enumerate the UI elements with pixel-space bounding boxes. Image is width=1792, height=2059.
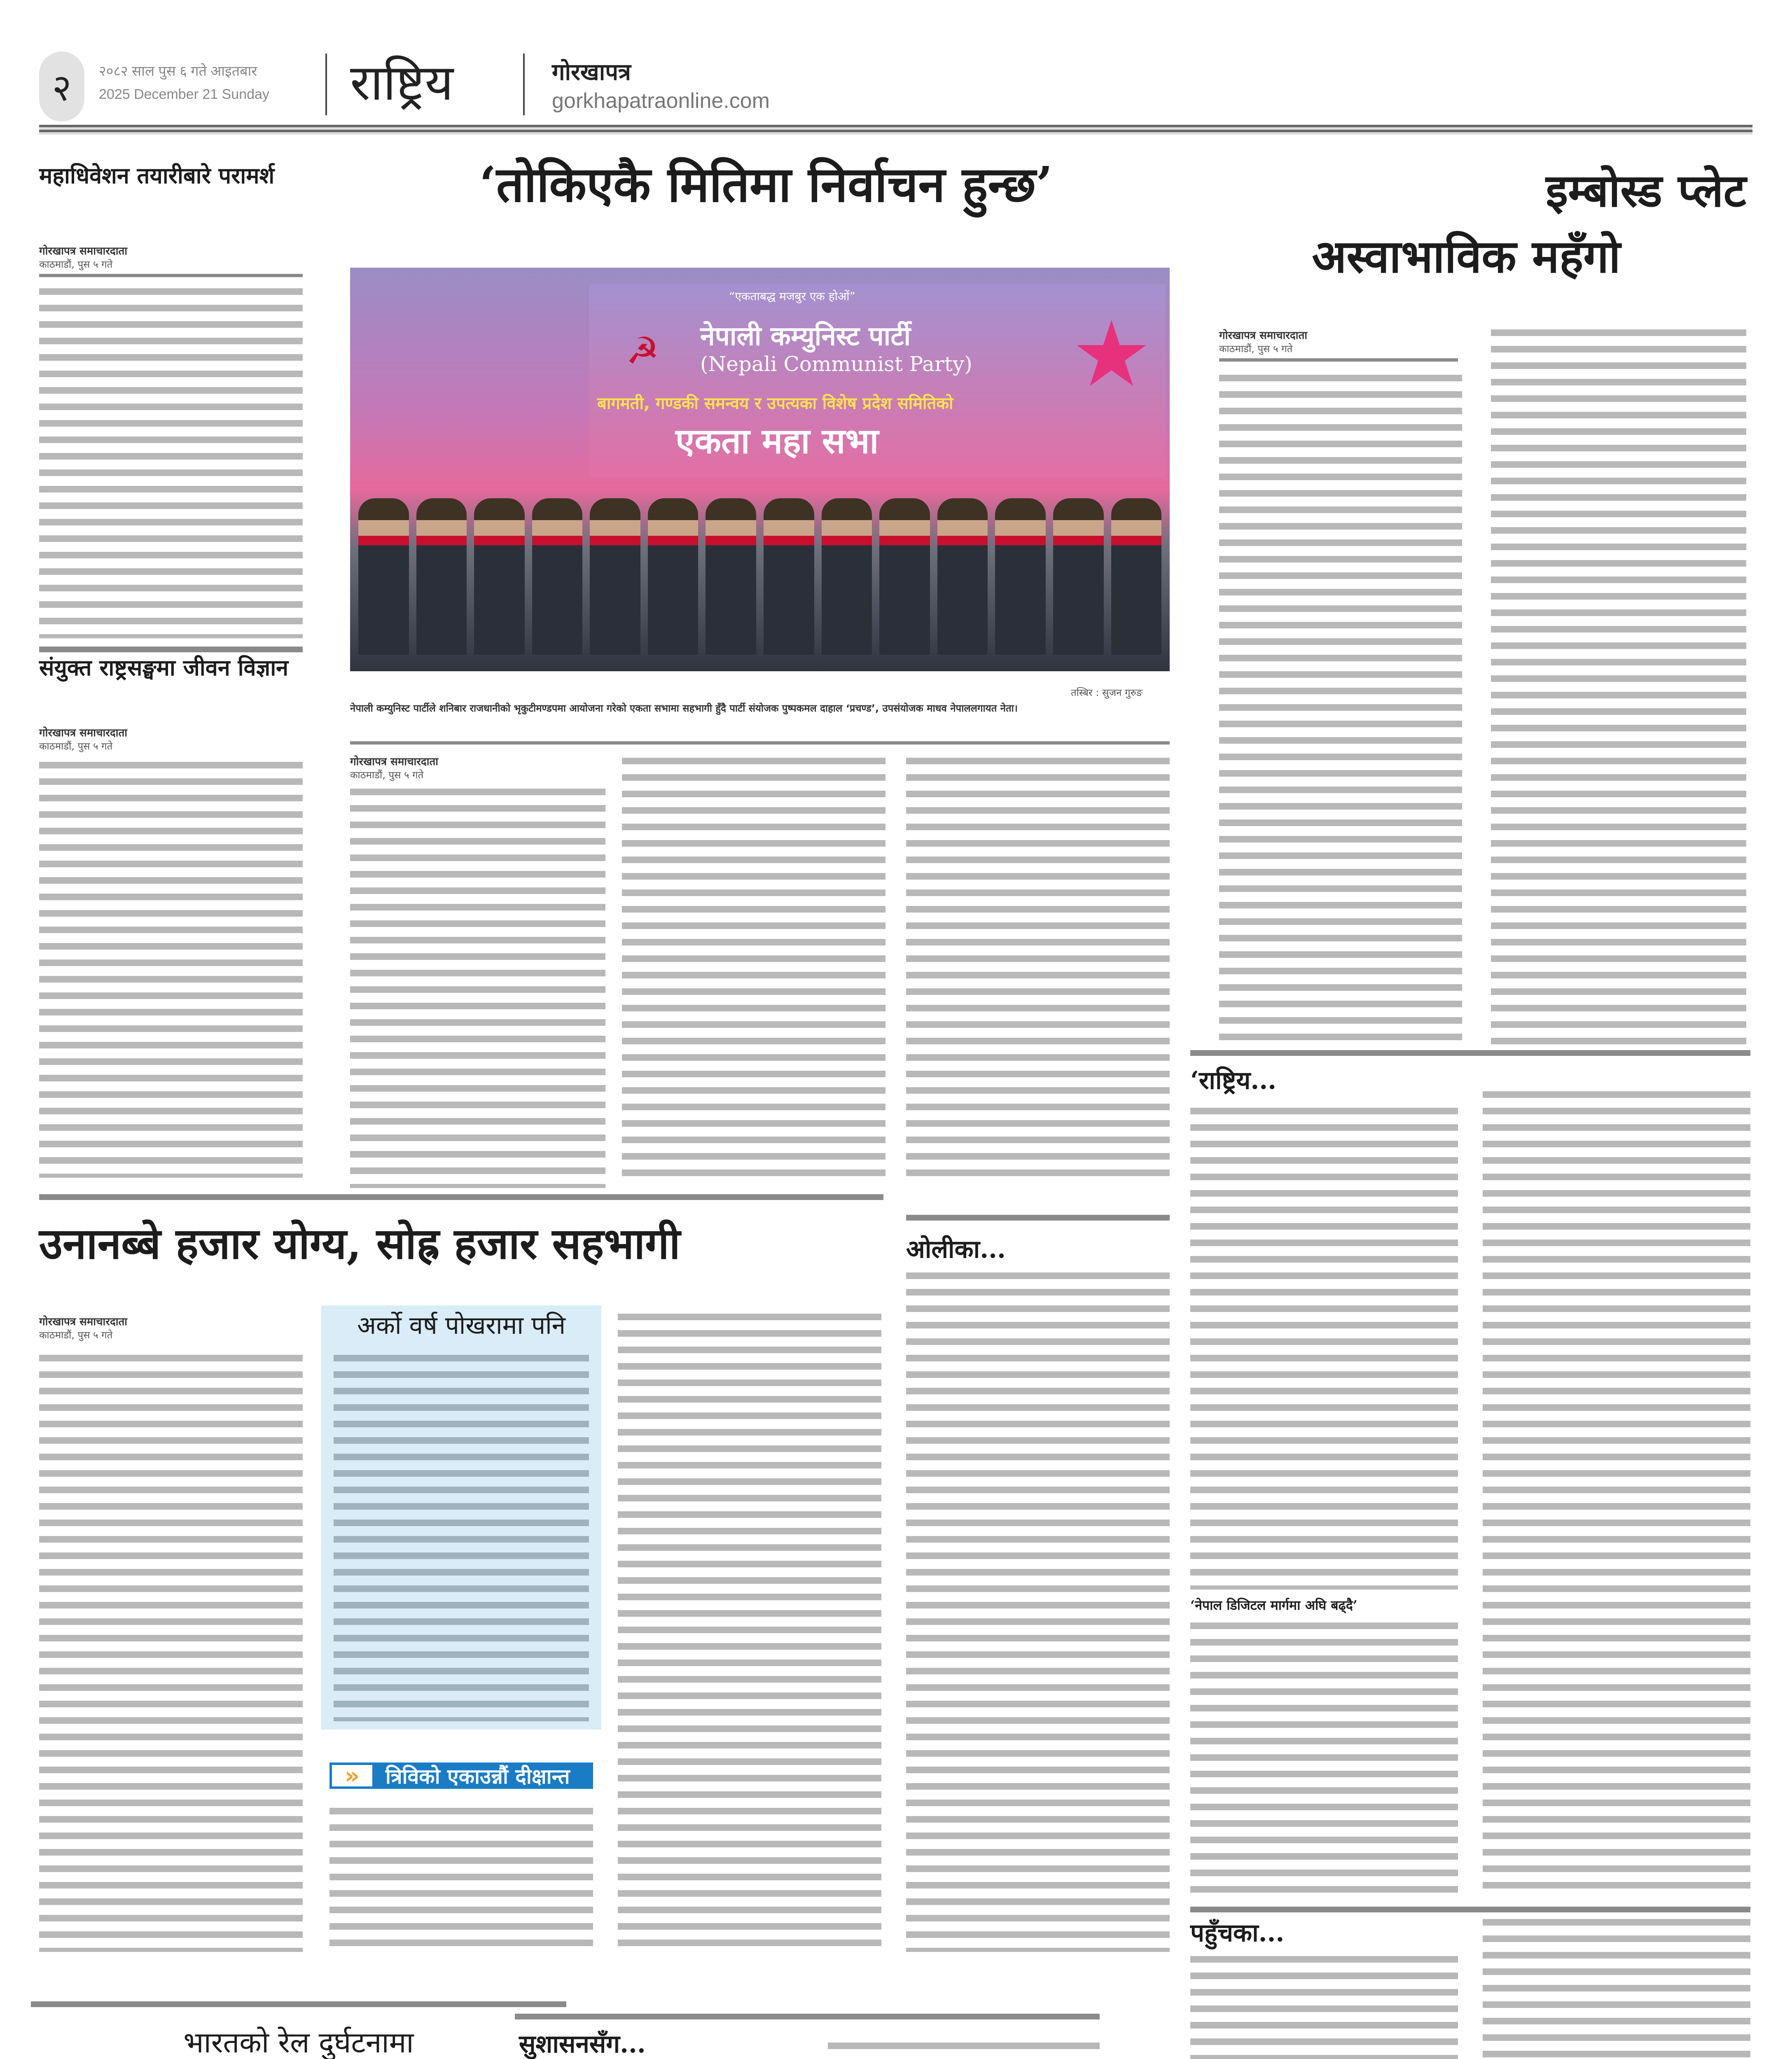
person xyxy=(1111,498,1162,655)
banner-event: एकता महा सभा xyxy=(675,421,879,461)
plates-headline-2: अस्वाभाविक महँगो xyxy=(1312,230,1621,283)
date-nepali: २०८२ साल पुस ६ गते आइतबार xyxy=(99,63,257,79)
person xyxy=(590,498,640,655)
governance-continuation: सुशासनसँग... xyxy=(519,2030,646,2059)
oli-body xyxy=(906,1268,1170,1952)
person xyxy=(1053,498,1104,655)
paper-name: गोरखापत्र xyxy=(552,59,631,86)
lead-body-col3 xyxy=(906,754,1170,1182)
person xyxy=(879,498,930,655)
exams-body-col2b xyxy=(329,1804,593,1952)
divider xyxy=(515,2014,1100,2019)
byline: गोरखापत्र समाचारदाता xyxy=(39,727,128,739)
divider xyxy=(31,2001,566,2007)
dateline xyxy=(99,60,269,106)
banner-party-english: (Nepali Communist Party) xyxy=(700,352,972,376)
sidebox-body xyxy=(334,1351,589,1721)
national-subhead: ‘नेपाल डिजिटल मार्गमा अघि बढ्दै’ xyxy=(1190,1597,1357,1613)
convention-headline: महाधिवेशन तयारीबारे परामर्श xyxy=(39,162,275,189)
lead-headline: ‘तोकिएकै मितिमा निर्वाचन हुन्छ’ xyxy=(479,156,1053,213)
exams-headline: उनानब्बे हजार योग्य, सोह्र हजार सहभागी xyxy=(39,1218,680,1269)
person xyxy=(474,498,525,655)
leaders-group xyxy=(358,482,1161,655)
national-body-col1 xyxy=(1190,1104,1458,1590)
photo-credit: तस्बिर : सुजन गुरुङ xyxy=(1071,687,1143,698)
divider xyxy=(350,741,1170,745)
date-english: 2025 December 21 Sunday xyxy=(99,86,269,102)
tag-label: त्रिविको एकाउन्नौं दीक्षान्त xyxy=(386,1765,570,1788)
national-continuation: ‘राष्ट्रिय... xyxy=(1190,1066,1277,1095)
divider xyxy=(1190,1907,1750,1912)
person xyxy=(822,498,872,655)
byline: गोरखापत्र समाचारदाता xyxy=(39,245,128,257)
un-body xyxy=(39,758,303,1178)
lead-body-col2 xyxy=(622,754,885,1186)
national-body-col1b xyxy=(1190,1618,1458,1903)
access-body-col1 xyxy=(1190,1952,1458,2059)
person xyxy=(706,498,756,655)
person xyxy=(995,498,1046,655)
convention-body xyxy=(39,284,303,638)
access-body-col2 xyxy=(1483,1915,1750,2059)
sidebox-title: अर्को वर्ष पोखरामा पनि xyxy=(357,1311,565,1340)
exams-body-col3 xyxy=(618,1310,881,1952)
exams-body-col1 xyxy=(39,1351,303,1952)
divider xyxy=(39,647,303,652)
dateline-location: काठमाडौं, पुस ५ गते xyxy=(350,769,424,781)
access-continuation: पहुँचका... xyxy=(1190,1919,1285,1947)
dateline-location: काठमाडौं, पुस ५ गते xyxy=(39,259,113,270)
website-link[interactable]: gorkhapatraonline.com xyxy=(552,89,770,113)
plates-body-col2 xyxy=(1491,325,1746,1046)
person xyxy=(532,498,583,655)
masthead-divider xyxy=(523,54,525,115)
signal-chevron-icon: » xyxy=(329,1763,375,1789)
dateline-location: काठमाडौं, पुस ५ गते xyxy=(39,1329,113,1341)
byline: गोरखापत्र समाचारदाता xyxy=(1219,329,1308,342)
plates-headline-1: इम्बोस्ड प्लेट xyxy=(1546,164,1746,217)
oli-continuation: ओलीका... xyxy=(906,1235,1006,1264)
governance-body-col2 xyxy=(828,2038,1100,2059)
banner-committee: बागमती, गण्डकी समन्वय र उपत्यका विशेष प्रदेश समितिको xyxy=(597,394,953,413)
banner-party-name: नेपाली कम्युनिस्ट पार्टी xyxy=(700,321,911,352)
masthead-rule xyxy=(39,125,1752,135)
lead-body-col1 xyxy=(350,784,605,1188)
plates-body-col1 xyxy=(1219,371,1462,1046)
divider xyxy=(39,1194,883,1200)
divider xyxy=(1219,358,1458,362)
national-body-col2 xyxy=(1483,1087,1750,1898)
divider xyxy=(1190,1050,1750,1056)
person xyxy=(764,498,814,655)
banner-slogan: “एकताबद्ध मजबुर एक होओं” xyxy=(729,289,855,303)
elephant-headline-1: भारतको रेल दुर्घटनामा xyxy=(183,2026,414,2059)
un-headline: संयुक्त राष्ट्रसङ्घमा जीवन विज्ञान xyxy=(39,654,289,681)
page-number: २ xyxy=(39,51,84,121)
divider xyxy=(906,1215,1170,1221)
person xyxy=(648,498,699,655)
person xyxy=(358,498,409,655)
photo-caption: नेपाली कम्युनिस्ट पार्टीले शनिबार राजधानीको भृकुटीमण्डपमा आयोजना गरेको एकता सभामा सहभागी हुँदै पार्टी संयोजक पुष्पकमल दाहाल ‘प्रचण्ड’, उपसंयोजक माधव नेपाललगायत नेता। xyxy=(350,703,1018,714)
hammer-sickle-icon: ☭ xyxy=(626,329,659,373)
divider xyxy=(39,274,303,277)
dateline-location: काठमाडौं, पुस ५ गते xyxy=(39,740,113,752)
section-tag xyxy=(329,1763,593,1789)
section-title: राष्ट्रिय xyxy=(350,54,453,112)
masthead-divider xyxy=(325,54,327,115)
person xyxy=(937,498,988,655)
star-icon: ★ xyxy=(1071,301,1152,407)
byline: गोरखापत्र समाचारदाता xyxy=(39,1316,128,1328)
dateline-location: काठमाडौं, पुस ५ गते xyxy=(1219,343,1293,355)
person xyxy=(416,498,467,655)
byline: गोरखापत्र समाचारदाता xyxy=(350,756,439,768)
